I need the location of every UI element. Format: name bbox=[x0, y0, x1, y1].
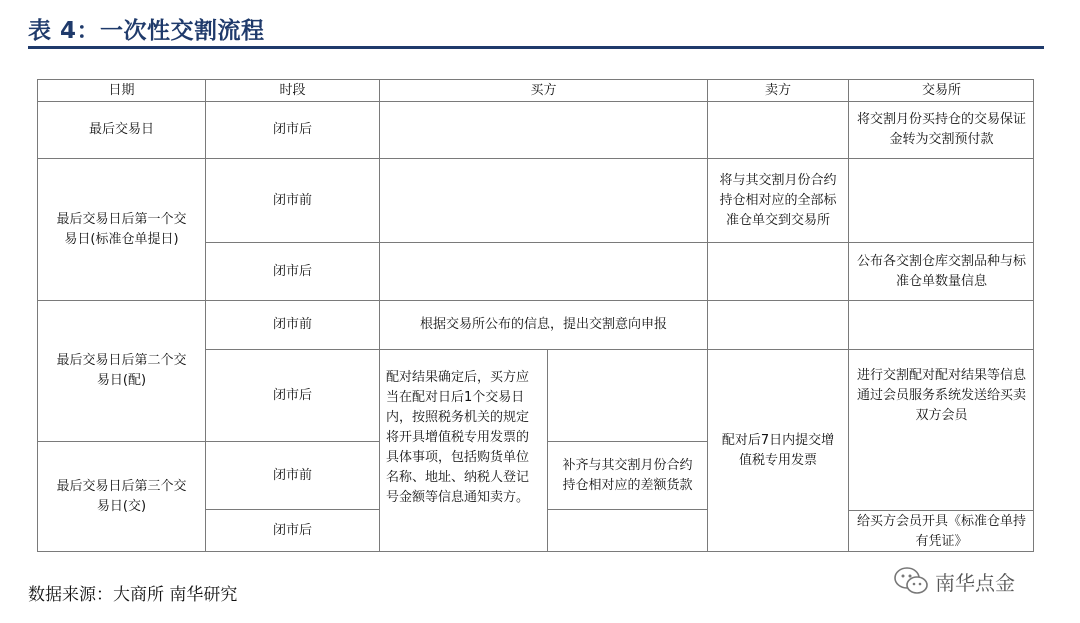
exchange-warrant-certificate: 给买方会员开具《标准仓单持有凭证》 bbox=[849, 510, 1034, 552]
buyer-row-2 bbox=[380, 159, 708, 243]
seller-row-3 bbox=[708, 243, 849, 301]
buyer-b-row-7 bbox=[548, 510, 708, 552]
header-period: 时段 bbox=[206, 80, 380, 102]
date-second-day-after: 最后交易日后第二个交易日(配) bbox=[38, 301, 206, 442]
header-seller: 卖方 bbox=[708, 80, 849, 102]
exchange-warrant-info: 公布各交割仓库交割品种与标准仓单数量信息 bbox=[849, 243, 1034, 301]
buyer-row-4: 根据交易所公布的信息，提出交割意向申报 bbox=[380, 301, 708, 350]
title-underline bbox=[28, 46, 1044, 49]
seller-row-1 bbox=[708, 102, 849, 159]
buyer-row-1 bbox=[380, 102, 708, 159]
buyer-b-row-5 bbox=[548, 350, 708, 442]
date-first-day-after: 最后交易日后第一个交易日(标准仓单提日) bbox=[38, 159, 206, 301]
exchange-row-4 bbox=[849, 301, 1034, 350]
data-source-note: 数据来源：大商所 南华研究 bbox=[28, 585, 238, 605]
seller-warrant-submission: 将与其交割月份合约持仓相对应的全部标准仓单交到交易所 bbox=[708, 159, 849, 243]
period-row-7: 闭市后 bbox=[206, 510, 380, 552]
exchange-matching-result: 进行交割配对配对结果等信息通过会员服务系统发送给买卖双方会员 bbox=[856, 368, 1026, 423]
period-row-6: 闭市前 bbox=[206, 442, 380, 510]
buyer-row-3 bbox=[380, 243, 708, 301]
date-last-trading-day: 最后交易日 bbox=[38, 102, 206, 159]
header-date: 日期 bbox=[38, 80, 206, 102]
watermark-text: 南华点金 bbox=[935, 570, 1015, 595]
period-row-2: 闭市前 bbox=[206, 159, 380, 243]
header-buyer: 买方 bbox=[380, 80, 708, 102]
buyer-invoice-notice: 配对结果确定后，买方应当在配对日后1个交易日内，按照税务机关的规定将开具增值税专用发票的具体事项，包括购货单位名称、地址、纳税人登记号金额等信息通知卖方。 bbox=[380, 350, 548, 552]
exchange-row-2 bbox=[849, 159, 1034, 243]
exchange-margin-transfer: 将交割月份买持仓的交易保证金转为交割预付款 bbox=[849, 102, 1034, 159]
period-row-1: 闭市后 bbox=[206, 102, 380, 159]
watermark bbox=[893, 566, 1015, 596]
table-title: 表 4：一次性交割流程 bbox=[28, 18, 265, 44]
period-row-4: 闭市前 bbox=[206, 301, 380, 350]
date-third-day-after: 最后交易日后第三个交易日(交) bbox=[38, 442, 206, 552]
wechat-icon bbox=[893, 566, 929, 596]
header-exchange: 交易所 bbox=[849, 80, 1034, 102]
seller-vat-invoice: 配对后7日内提交增值税专用发票 bbox=[708, 350, 849, 552]
period-row-5: 闭市后 bbox=[206, 350, 380, 442]
delivery-process-table bbox=[37, 79, 1034, 552]
period-row-3: 闭市后 bbox=[206, 243, 380, 301]
seller-row-4 bbox=[708, 301, 849, 350]
buyer-balance-payment: 补齐与其交割月份合约持仓相对应的差额货款 bbox=[548, 442, 708, 510]
